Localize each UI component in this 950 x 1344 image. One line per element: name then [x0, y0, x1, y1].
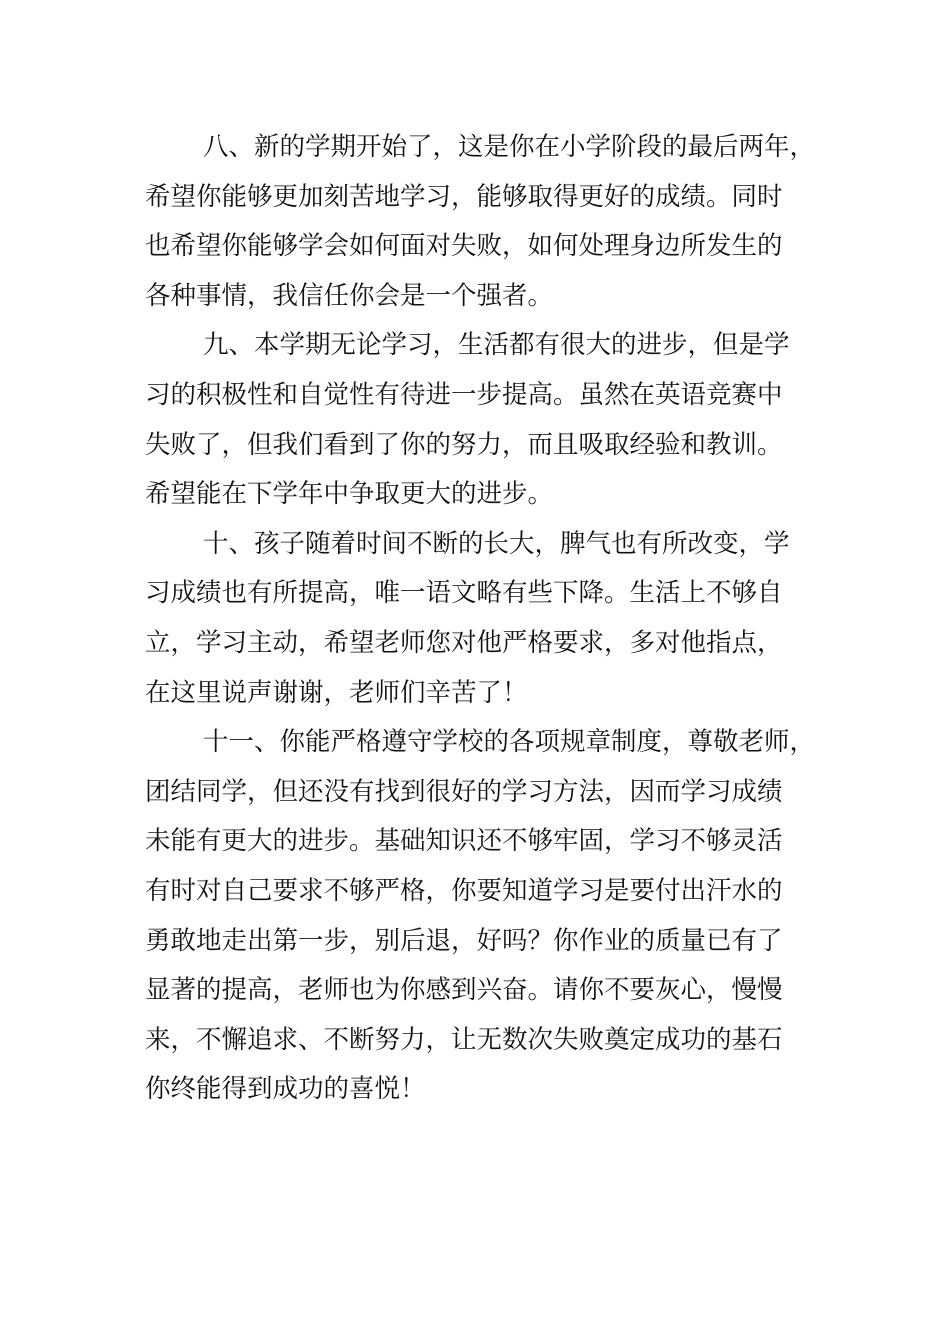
- text-line: 十、孩子随着时间不断的长大，脾气也有所改变，学: [203, 528, 790, 559]
- text-line: 来，不懈追求、不断努力，让无数次失败奠定成功的基石: [145, 1024, 783, 1055]
- text-line: 希望你能够更加刻苦地学习，能够取得更好的成绩。同时: [145, 181, 783, 212]
- document-body: [145, 123, 815, 1115]
- text-line: 失败了，但我们看到了你的努力，而且吸取经验和教训。: [145, 429, 783, 460]
- paragraph-11: [145, 718, 815, 1115]
- text-line: 各种事情，我信任你会是一个强者。: [145, 280, 554, 311]
- text-line: 希望能在下学年中争取更大的进步。: [145, 479, 554, 510]
- text-line: 在这里说声谢谢，老师们辛苦了！: [145, 677, 528, 708]
- text-line: 未能有更大的进步。基础知识还不够牢固，学习不够灵活: [145, 826, 783, 857]
- paragraph-8: [145, 123, 815, 321]
- text-line: 团结同学，但还没有找到很好的学习方法，因而学习成绩: [145, 776, 783, 807]
- text-line: 你终能得到成功的喜悦！: [145, 1074, 426, 1105]
- text-line: 十一、你能严格遵守学校的各项规章制度，尊敬老师，: [203, 727, 816, 758]
- text-line: 勇敢地走出第一步，别后退，好吗？你作业的质量已有了: [145, 925, 783, 956]
- text-line: 也希望你能够学会如何面对失败，如何处理身边所发生的: [145, 231, 783, 262]
- text-line: 习的积极性和自觉性有待进一步提高。虽然在英语竞赛中: [145, 379, 783, 410]
- paragraph-9: [145, 321, 815, 519]
- text-line: 八、新的学期开始了，这是你在小学阶段的最后两年，: [203, 132, 816, 162]
- paragraph-10: [145, 520, 815, 718]
- text-line: 立，学习主动，希望老师您对他严格要求，多对他指点，: [145, 627, 783, 658]
- text-line: 九、本学期无论学习，生活都有很大的进步，但是学: [203, 330, 790, 361]
- text-line: 习成绩也有所提高，唯一语文略有些下降。生活上不够自: [145, 578, 783, 609]
- text-line: 有时对自己要求不够严格，你要知道学习是要付出汗水的: [145, 875, 783, 906]
- text-line: 显著的提高，老师也为你感到兴奋。请你不要灰心，慢慢: [145, 975, 783, 1006]
